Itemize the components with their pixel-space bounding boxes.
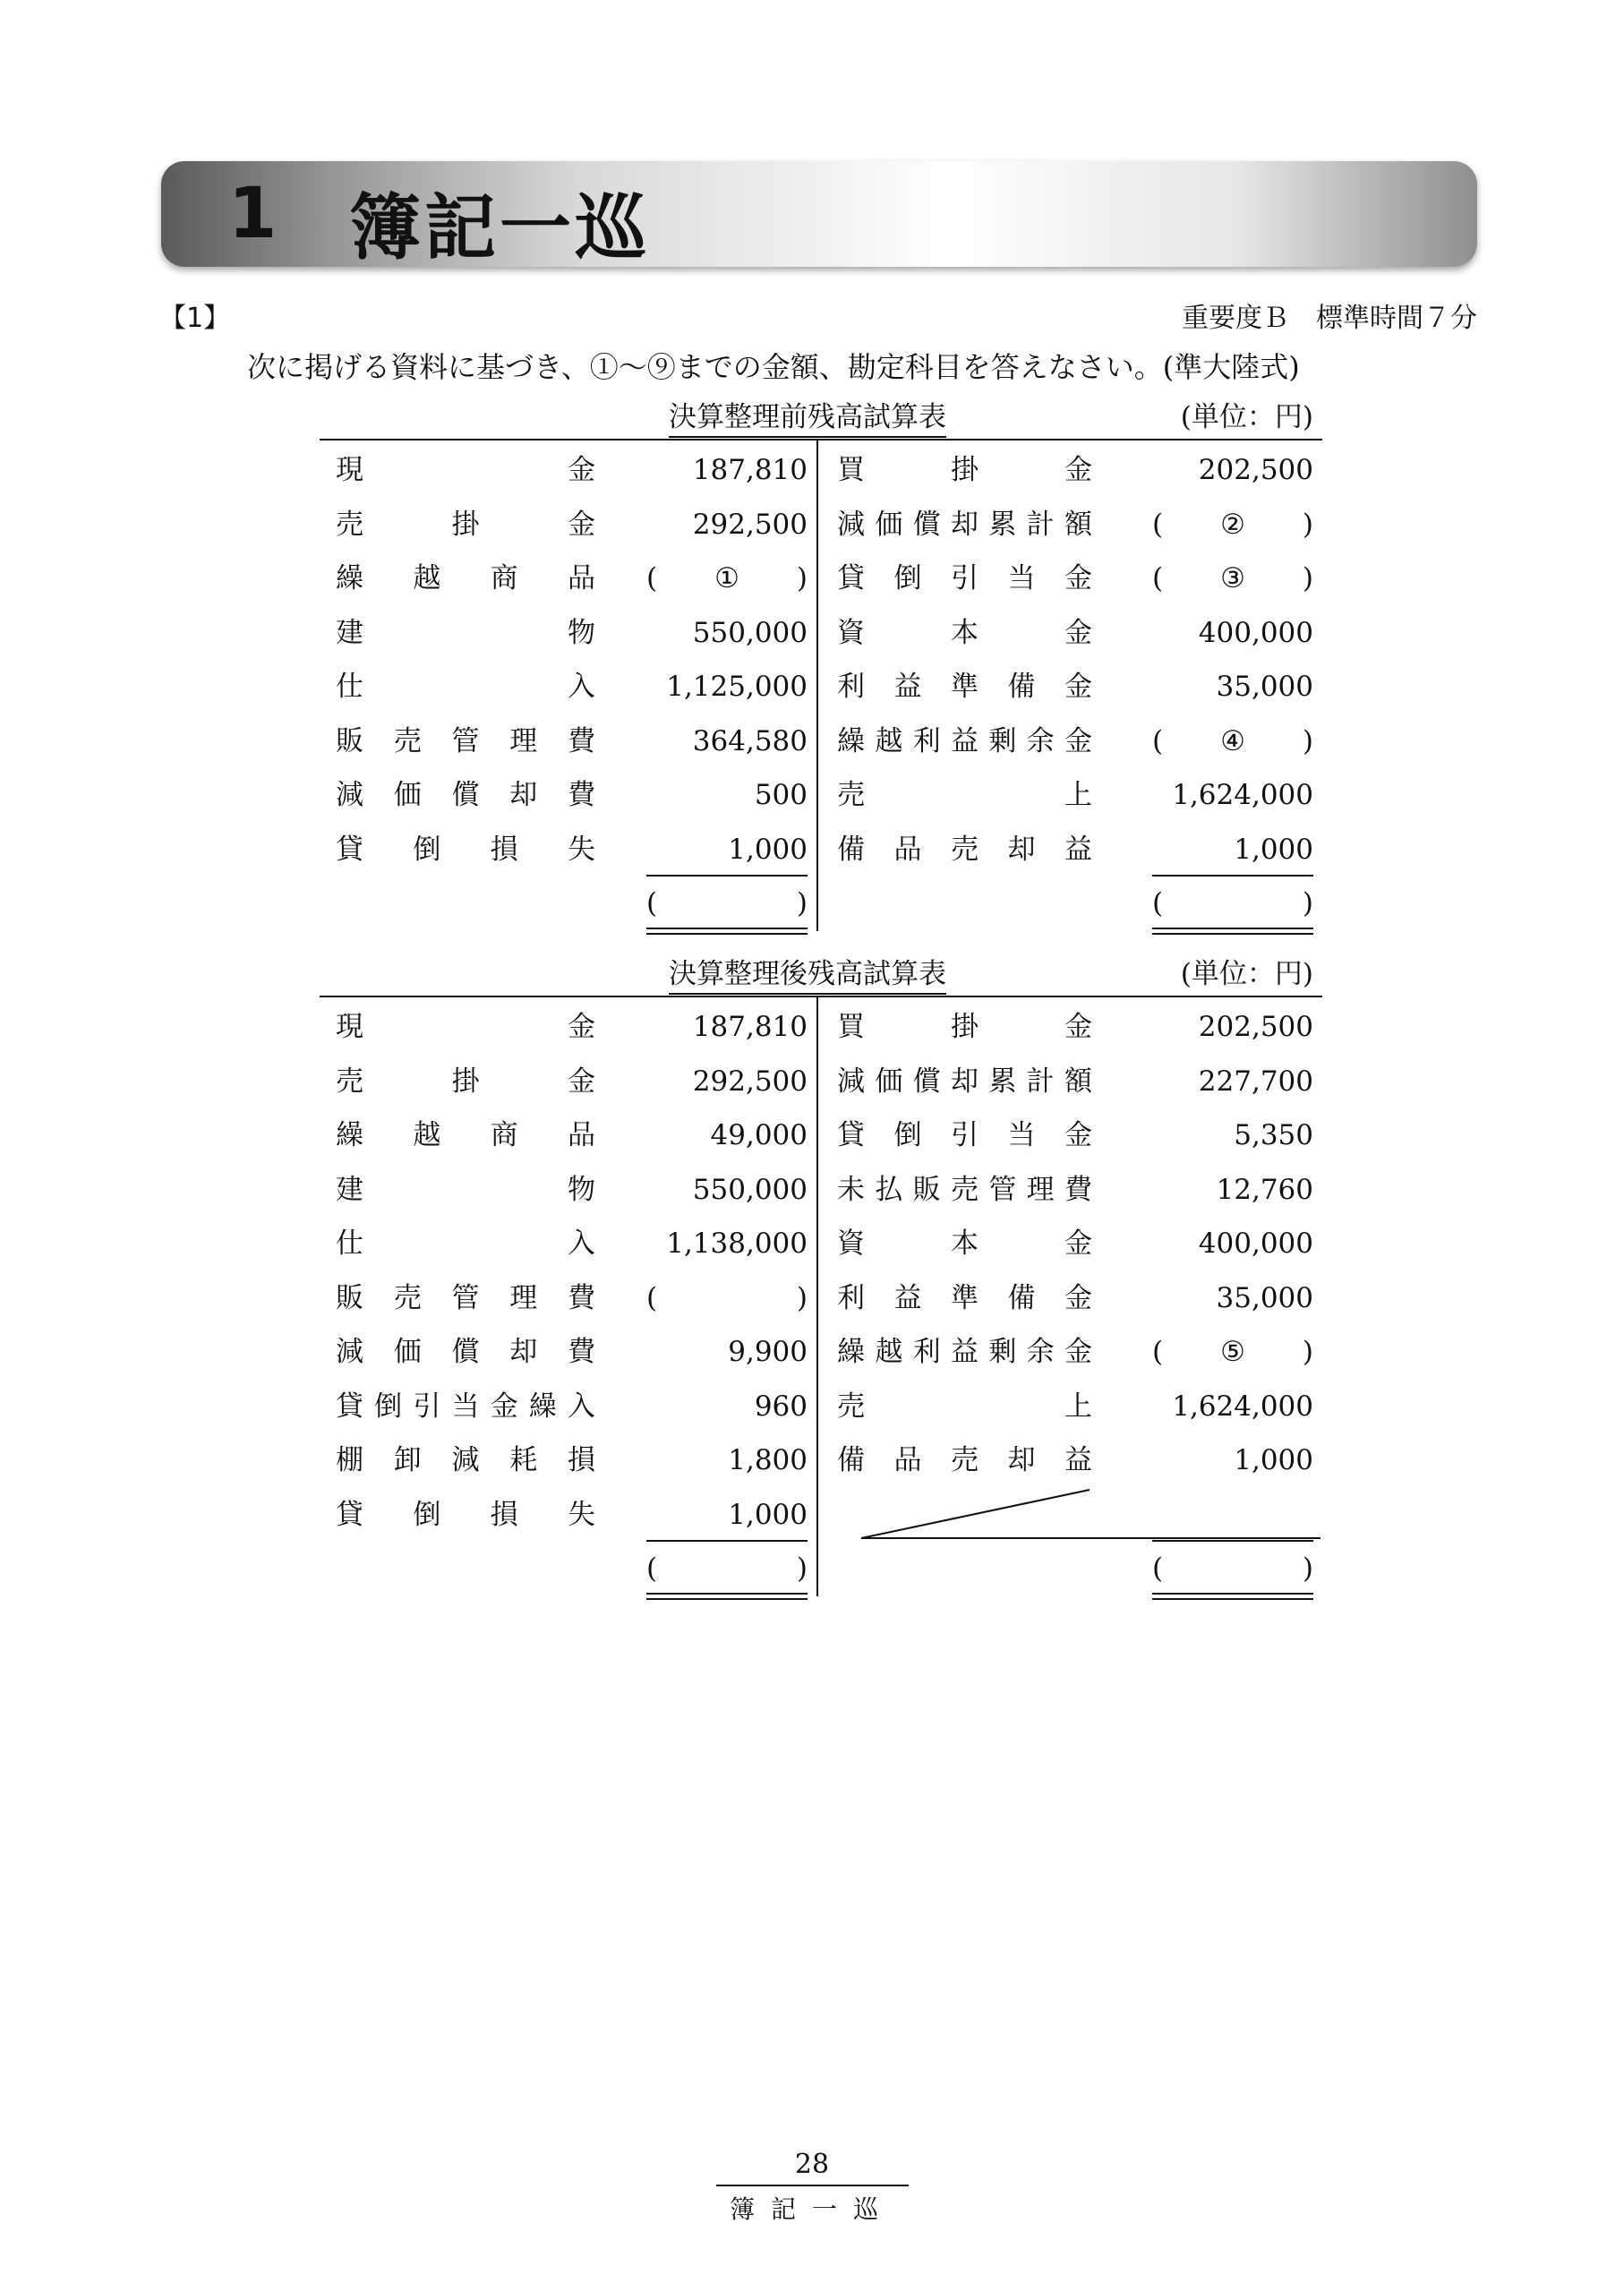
- right-double-rule: [1152, 1593, 1313, 1600]
- left-amount: 1,125,000: [666, 671, 808, 703]
- right-amount: 202,500: [1198, 454, 1313, 486]
- left-account: 販 売 管 理 費: [336, 724, 595, 757]
- left-account: 繰 越 商 品: [336, 1119, 595, 1151]
- right-account: 貸 倒 引 当 金: [837, 562, 1092, 594]
- left-account: 減 価 償 却 費: [336, 1336, 595, 1368]
- right-account: 資 本 金: [837, 1227, 1092, 1260]
- left-account: 販 売 管 理 費: [336, 1281, 595, 1314]
- right-double-rule: [1152, 928, 1313, 935]
- left-account: 貸 倒 引 当 金 繰 入: [336, 1390, 595, 1423]
- right-account: 繰 越 利 益 剰 余 金: [837, 724, 1092, 757]
- right-account: 未 払 販 売 管 理 費: [837, 1173, 1092, 1206]
- table-row: [320, 1325, 1322, 1379]
- table-caption: [320, 951, 1322, 990]
- right-amount: 1,000: [1234, 1444, 1313, 1476]
- left-amount: 1,000: [728, 833, 808, 866]
- right-amount: 35,000: [1216, 671, 1313, 703]
- right-total: ( ): [1152, 887, 1313, 919]
- left-total: ( ): [646, 887, 808, 919]
- instruction-text: 次に掲げる資料に基づき、①～⑨までの金額、勘定科目を答えなさい。(準大陸式): [247, 350, 1300, 384]
- table-title: 決算整理後残高試算表: [669, 951, 946, 995]
- right-account: 繰 越 利 益 剰 余 金: [837, 1336, 1092, 1368]
- right-account: 減 価 償 却 累 計 額: [837, 1065, 1092, 1098]
- right-account: 備 品 売 却 益: [837, 833, 1092, 866]
- table-row: [320, 1271, 1322, 1325]
- table-row: [320, 1380, 1322, 1433]
- left-amount: 187,810: [692, 1011, 808, 1043]
- table-unit: (単位：円): [1180, 401, 1313, 433]
- right-amount: ( ② ): [1152, 508, 1313, 541]
- right-account: 資 本 金: [837, 616, 1092, 649]
- page-number: 28: [794, 2149, 830, 2180]
- table-row: [320, 443, 1322, 497]
- left-account: 建 物: [336, 1173, 595, 1206]
- left-account: 現 金: [336, 1011, 595, 1043]
- table-row: [320, 606, 1322, 660]
- right-account: 利 益 準 備 金: [837, 1281, 1092, 1314]
- total-row: [320, 1542, 1322, 1595]
- left-amount: 550,000: [692, 616, 808, 649]
- right-amount: 1,000: [1234, 833, 1313, 866]
- right-amount: 400,000: [1198, 616, 1313, 649]
- right-account: 売 上: [837, 779, 1092, 811]
- left-account: 繰 越 商 品: [336, 562, 595, 594]
- table-row: [320, 1433, 1322, 1487]
- left-amount: 500: [754, 779, 808, 811]
- right-account: 買 掛 金: [837, 1011, 1092, 1043]
- table-unit: (単位：円): [1180, 958, 1313, 990]
- left-amount: 292,500: [692, 508, 808, 541]
- left-account: 仕 入: [336, 671, 595, 703]
- table-top-rule: [320, 439, 1322, 440]
- left-account: 減 価 償 却 費: [336, 779, 595, 811]
- right-amount: 35,000: [1216, 1281, 1313, 1314]
- right-amount: 1,624,000: [1172, 1390, 1313, 1423]
- right-amount: 227,700: [1198, 1065, 1313, 1098]
- left-amount: 960: [754, 1390, 808, 1423]
- left-amount: 187,810: [692, 454, 808, 486]
- chapter-name: 簿記一巡: [729, 2194, 894, 2224]
- footer-rule: [716, 2185, 909, 2186]
- left-amount: 1,800: [728, 1444, 808, 1476]
- table-row: [320, 552, 1322, 605]
- right-account: 減 価 償 却 累 計 額: [837, 508, 1092, 541]
- right-account: 買 掛 金: [837, 454, 1092, 486]
- section-banner: [161, 161, 1477, 267]
- left-account: 棚 卸 減 耗 損: [336, 1444, 595, 1476]
- right-amount: ( ④ ): [1152, 724, 1313, 757]
- left-amount: 49,000: [710, 1119, 808, 1151]
- table-row: [320, 823, 1322, 877]
- total-row: [320, 877, 1322, 930]
- right-amount: 5,350: [1234, 1119, 1313, 1151]
- trial-balance-after: [320, 951, 1322, 1613]
- right-amount: 202,500: [1198, 1011, 1313, 1043]
- left-amount: 9,900: [728, 1336, 808, 1368]
- left-total: ( ): [646, 1552, 808, 1585]
- left-amount: 292,500: [692, 1065, 808, 1098]
- right-account: 貸 倒 引 当 金: [837, 1119, 1092, 1151]
- trial-balance-before: [320, 394, 1322, 931]
- right-amount: 12,760: [1216, 1173, 1313, 1206]
- table-row: [320, 1000, 1322, 1054]
- left-double-rule: [646, 1593, 808, 1600]
- right-account: 備 品 売 却 益: [837, 1444, 1092, 1476]
- left-double-rule: [646, 928, 808, 935]
- left-amount: 1,000: [728, 1498, 808, 1531]
- table-row: [320, 1217, 1322, 1270]
- table-row: [320, 660, 1322, 714]
- table-title: 決算整理前残高試算表: [669, 394, 946, 438]
- left-account: 貸 倒 損 失: [336, 833, 595, 866]
- left-amount: 550,000: [692, 1173, 808, 1206]
- left-account: 売 掛 金: [336, 508, 595, 541]
- table-top-rule: [320, 996, 1322, 997]
- table-row: [320, 1163, 1322, 1217]
- right-account: 利 益 準 備 金: [837, 671, 1092, 703]
- left-account: 現 金: [336, 454, 595, 486]
- table-row: [320, 768, 1322, 822]
- table-row: [320, 714, 1322, 768]
- section-title: 簿記一巡: [349, 186, 650, 269]
- left-account: 貸 倒 損 失: [336, 1498, 595, 1531]
- right-account: 売 上: [837, 1390, 1092, 1423]
- table-row: [320, 498, 1322, 552]
- left-account: 建 物: [336, 616, 595, 649]
- right-amount: 1,624,000: [1172, 779, 1313, 811]
- left-amount: 364,580: [692, 724, 808, 757]
- right-amount: ( ③ ): [1152, 562, 1313, 594]
- blank-space-diagonal: [857, 1484, 1322, 1547]
- left-amount: 1,138,000: [666, 1227, 808, 1260]
- left-amount: ( ① ): [646, 562, 808, 594]
- left-account: 売 掛 金: [336, 1065, 595, 1098]
- importance-label: 重要度Ｂ 標準時間７分: [1182, 303, 1477, 334]
- question-label: 【1】: [159, 303, 231, 334]
- left-account: 仕 入: [336, 1227, 595, 1260]
- right-amount: ( ⑤ ): [1152, 1336, 1313, 1368]
- section-number: 1: [228, 174, 278, 254]
- left-amount: ( ): [646, 1281, 808, 1314]
- right-amount: 400,000: [1198, 1227, 1313, 1260]
- right-total: ( ): [1152, 1552, 1313, 1585]
- table-row: [320, 1055, 1322, 1108]
- table-row: [320, 1108, 1322, 1162]
- table-caption: [320, 394, 1322, 433]
